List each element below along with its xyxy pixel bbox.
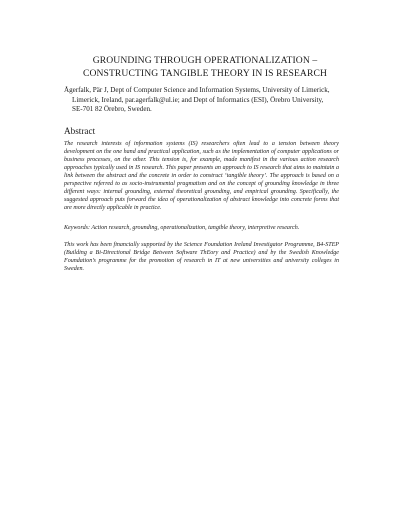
abstract-text: The research interests of information systems (IS) researchers often lead to a tension between theory development on the one hand and practical application, such as the implementation of computer applications or business processes, on the other. This tension is, for example, made manifest in the various action research approaches typically used in IS research. This paper presents an approach to IS research that aims to maintain a link between the abstract and the concrete in order to construct ‘tangible theory’. The approach is based on a perspective referred to as socio-instrumental pragmatism and on the concept of grounding knowledge in three different ways: internal grounding, external theoretical grounding, and empirical grounding. Specifically, the suggested approach puts forward the idea of operationalization of abstract knowledge into concrete forms that are more directly applicable in practice. [64,141,339,212]
paper-title: GROUNDING THROUGH OPERATIONALIZATION – CONSTRUCTING TANGIBLE THEORY IN IS RESEARCH [82,55,327,79]
author-line: Ågerfalk, Pär J, Dept of Computer Science and Information Systems, University of Limerick, [64,86,330,94]
author-line: Limerick, Ireland, par.agerfalk@ul.ie; and Dept of Informatics (ESI), Örebro University, [72,95,324,104]
funding-note: This work has been financially supported by the Science Foundation Ireland Investigator Programme, B4-STEP (Building a Bi-Directional Bridge Between Software ThEory and Practice) and by the Swedish Knowledge Foundation’s programme for the promotion of research in IT at new universities and university colleges in Sweden. [64,242,339,273]
author-affiliation [64,86,364,115]
keywords: Keywords: Action research, grounding, operationalization, tangible theory, interpretive research. [64,225,300,231]
abstract-heading: Abstract [64,126,96,136]
author-line: SE-701 82 Örebro, Sweden. [72,105,152,114]
